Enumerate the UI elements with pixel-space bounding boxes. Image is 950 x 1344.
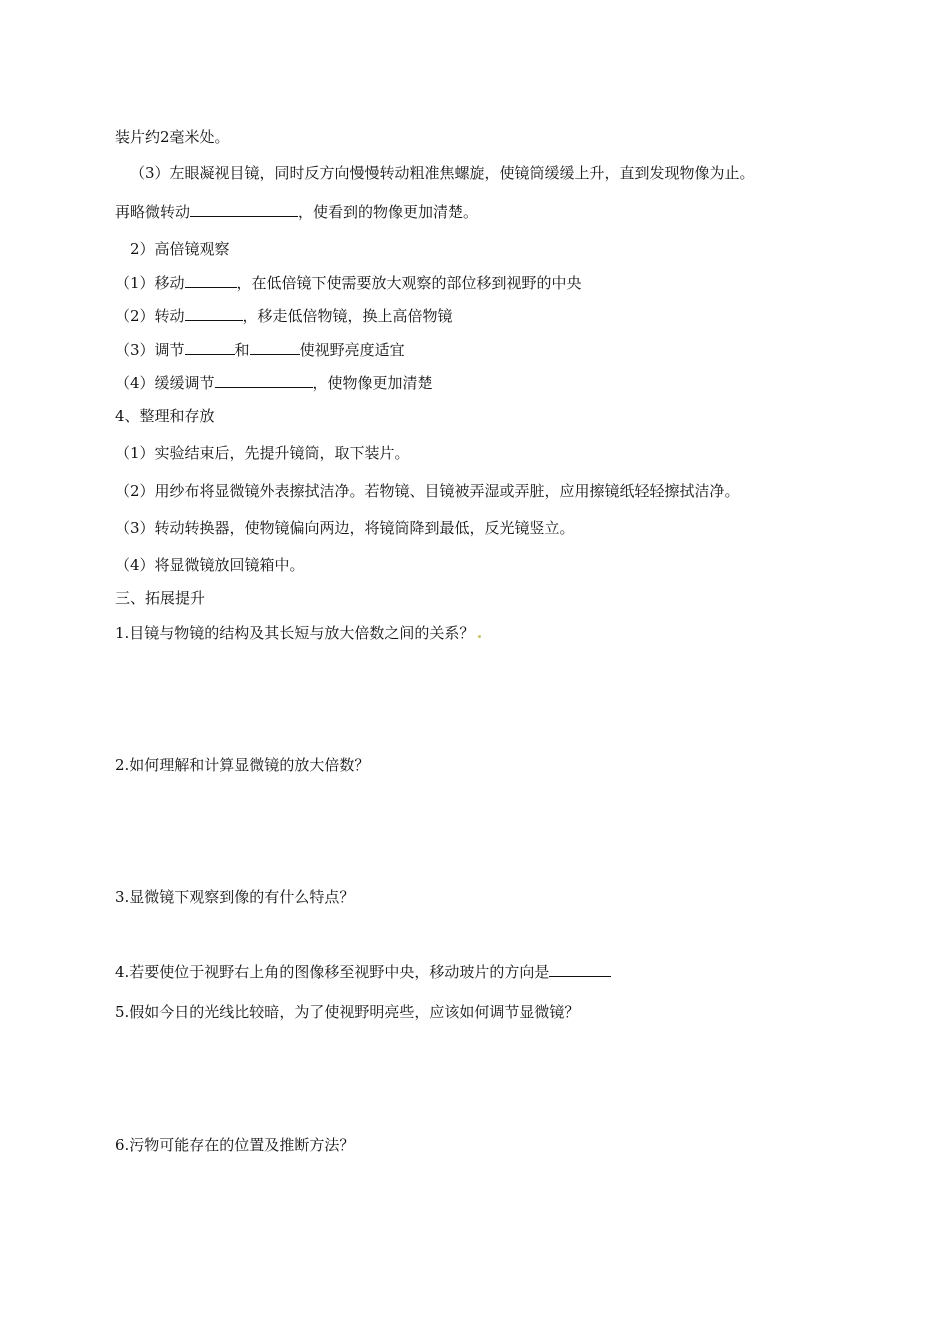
- question: [115, 887, 354, 907]
- text-span: （1）实验结束后，先提升镜筒，取下装片。: [115, 444, 410, 462]
- text-line: [115, 555, 305, 575]
- question: [115, 962, 611, 982]
- question: [115, 1135, 354, 1155]
- text-span: （2）转动: [115, 307, 185, 325]
- text-span: ，移走低倍物镜，换上高倍物镜: [242, 307, 453, 325]
- section-heading: [115, 406, 215, 426]
- text-span: ，在低倍镜下使需要放大观察的部位移到视野的中央: [236, 274, 582, 292]
- text-line: [115, 443, 410, 463]
- answer-blank[interactable]: [215, 373, 313, 388]
- text-span: ，使看到的物像更加清楚。: [298, 203, 479, 221]
- text-line: [115, 373, 433, 393]
- text-span: 4.若要使位于视野右上角的图像移至视野中央，移动玻片的方向是: [115, 963, 550, 981]
- section-heading: [115, 588, 205, 608]
- text-line: [115, 273, 582, 293]
- text-span: 5.假如今日的光线比较暗，为了使视野明亮些，应该如何调节显微镜？: [115, 1003, 580, 1021]
- answer-blank[interactable]: [185, 306, 243, 321]
- text-span: 2.如何理解和计算显微镜的放大倍数？: [115, 756, 370, 774]
- text-span: 使视野亮度适宜: [299, 341, 405, 359]
- text-span: ，使物像更加清楚: [312, 374, 433, 392]
- text-span: （3）左眼凝视目镜，同时反方向慢慢转动粗准焦螺旋，使镜筒缓缓上升，直到发现物像为止。: [130, 164, 755, 182]
- text-span: （3）调节: [115, 341, 185, 359]
- text-span: （2）用纱布将显微镜外表擦拭洁净。若物镜、目镜被弄湿或弄脏，应用擦镜纸轻轻擦拭洁净。: [115, 482, 740, 500]
- text-span: 3.显微镜下观察到像的有什么特点？: [115, 888, 355, 906]
- answer-blank[interactable]: [185, 340, 235, 355]
- text-span: 2）高倍镜观察: [130, 240, 230, 258]
- text-span: 三、拓展提升: [115, 589, 206, 607]
- text-line: [115, 306, 453, 326]
- text-span: 4、整理和存放: [115, 407, 215, 425]
- text-span: （3）转动转换器，使物镜偏向两边，将镜筒降到最低，反光镜竖立。: [115, 519, 575, 537]
- text-span: 1.目镜与物镜的结构及其长短与放大倍数之间的关系？: [115, 624, 475, 642]
- answer-blank[interactable]: [549, 962, 611, 977]
- text-span: 再略微转动: [115, 203, 191, 221]
- answer-blank[interactable]: [185, 273, 237, 288]
- question: [115, 755, 369, 775]
- text-span: （4）将显微镜放回镜箱中。: [115, 556, 305, 574]
- text-span: 6.污物可能存在的位置及推断方法？: [115, 1136, 355, 1154]
- speck-mark: [478, 635, 481, 638]
- text-span: （4）缓缓调节: [115, 374, 215, 392]
- text-line: [115, 127, 230, 147]
- text-line: [130, 163, 755, 183]
- text-line: [115, 202, 478, 222]
- answer-blank[interactable]: [250, 340, 300, 355]
- text-line: [115, 340, 405, 360]
- question: [115, 623, 481, 643]
- text-line: [115, 481, 740, 501]
- answer-blank[interactable]: [190, 202, 298, 217]
- text-line: [115, 518, 575, 538]
- section-heading: [130, 239, 230, 259]
- text-span: 装片约2毫米处。: [115, 128, 230, 146]
- text-span: （1）移动: [115, 274, 185, 292]
- text-span: 和: [234, 341, 250, 359]
- question: [115, 1002, 579, 1022]
